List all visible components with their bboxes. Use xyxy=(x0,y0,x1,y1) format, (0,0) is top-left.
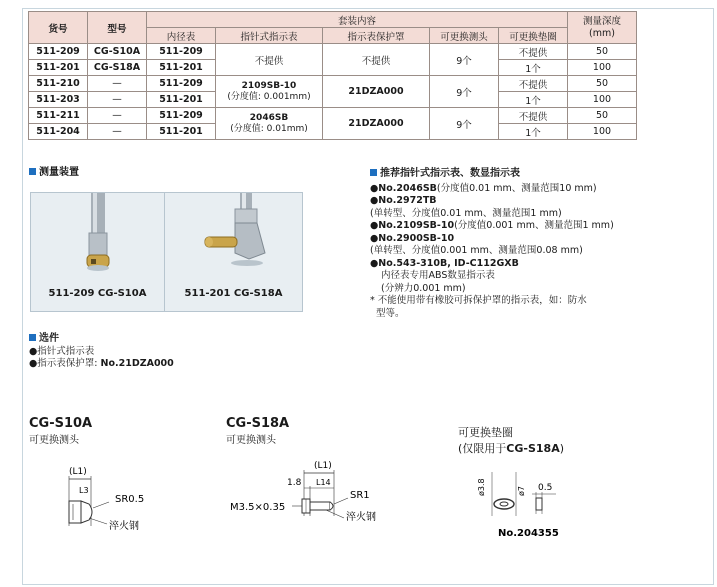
cell-model: — xyxy=(88,108,147,124)
cell-bore: 511-209 xyxy=(147,44,216,60)
drawing-cg-s18a xyxy=(226,416,426,546)
dim-1-8: 1.8 xyxy=(287,478,302,488)
cell-bore: 511-209 xyxy=(147,108,216,124)
dim-sr: SR0.5 xyxy=(115,494,145,505)
drawing-title: CG-S18A xyxy=(226,416,290,431)
photo-cg-s18a xyxy=(165,193,302,311)
table-row xyxy=(29,44,637,60)
list-item xyxy=(370,220,660,233)
dial-code: 2046SB xyxy=(249,112,289,123)
cell-washer: 不提供 xyxy=(499,44,568,60)
subtitle-code: CG-S18A xyxy=(506,442,560,455)
cell-washer: 1个 xyxy=(499,60,568,76)
note: * 不能使用带有橡胶可拆保护罩的指示表，如：防水 xyxy=(370,295,587,306)
col-washer: 可更换垫圈 xyxy=(499,28,568,44)
washer-diagram xyxy=(458,454,618,554)
recommended-indicators xyxy=(370,168,660,320)
drawing-subtitle: 可更换测头 xyxy=(29,435,79,446)
cell-item-no: 511-204 xyxy=(29,124,88,140)
drawing-subtitle: 可更换测头 xyxy=(226,435,276,446)
cell-model: CG-S18A xyxy=(88,60,147,76)
list-item-desc: 内径表专用ABS数显指示表 xyxy=(381,270,495,281)
cell-cover: 21DZA000 xyxy=(323,108,430,140)
list-item xyxy=(29,358,174,371)
cell-washer: 不提供 xyxy=(499,76,568,92)
list-item xyxy=(370,183,660,196)
section-marker-icon xyxy=(370,169,377,176)
item-desc: (分度值0.001 mm、测量范围1 mm) xyxy=(454,220,614,231)
col-probe: 可更换测头 xyxy=(430,28,499,44)
cell-dial: 不提供 xyxy=(216,44,323,76)
list-item: ●No.2900SB-10 xyxy=(370,232,455,244)
cell-cover: 不提供 xyxy=(323,44,430,76)
spec-table xyxy=(28,11,637,140)
drawing-title: 可更换垫圈 xyxy=(458,426,513,439)
dim-l1: (L1) xyxy=(69,467,87,477)
drawing-cg-s10a xyxy=(29,416,209,546)
probe-s18a-diagram xyxy=(226,446,426,546)
dim-l3: L3 xyxy=(79,486,89,495)
cell-dial xyxy=(216,76,323,108)
cell-model: — xyxy=(88,92,147,108)
cell-depth: 50 xyxy=(568,108,637,124)
cell-bore: 511-201 xyxy=(147,60,216,76)
list-item: ●No.543-310B, ID-C112GXB xyxy=(370,257,519,269)
cell-washer: 1个 xyxy=(499,124,568,140)
cell-depth: 100 xyxy=(568,92,637,108)
col-set-contents: 套装内容 xyxy=(147,12,568,28)
cell-item-no: 511-209 xyxy=(29,44,88,60)
cell-item-no: 511-210 xyxy=(29,76,88,92)
item-desc: (分度值0.01 mm、测量范围10 mm) xyxy=(436,182,597,194)
cell-washer: 1个 xyxy=(499,92,568,108)
dim-outer-dia: ø7 xyxy=(517,486,526,496)
cell-depth: 100 xyxy=(568,124,637,140)
washer-part-number: No.204355 xyxy=(498,528,559,539)
cell-model: — xyxy=(88,76,147,92)
recommend-title-text: 推荐指针式指示表、数显指示表 xyxy=(380,168,520,179)
col-dial: 指针式指示表 xyxy=(216,28,323,44)
list-item: ●No.2972TB xyxy=(370,195,437,206)
section-marker-icon xyxy=(29,334,36,341)
options-section xyxy=(29,333,174,371)
photo-caption-s10a: 511-209 CG-S10A xyxy=(48,288,147,299)
recommend-title xyxy=(370,168,660,181)
dim-thickness: 0.5 xyxy=(538,483,553,493)
drawing-washer xyxy=(458,424,618,554)
cell-model: CG-S10A xyxy=(88,44,147,60)
cell-washer: 不提供 xyxy=(499,108,568,124)
item-code: ●No.2109SB-10 xyxy=(370,220,455,231)
options-title xyxy=(29,333,174,346)
list-item-desc: (单转型、分度值0.001 mm、测量范围0.08 mm) xyxy=(370,245,583,256)
cell-item-no: 511-203 xyxy=(29,92,88,108)
options-title-text: 选件 xyxy=(39,333,59,344)
cell-cover: 21DZA000 xyxy=(323,76,430,108)
list-item: ●指针式指示表 xyxy=(29,345,95,357)
cell-bore: 511-209 xyxy=(147,76,216,92)
device-photo-panel xyxy=(30,192,303,312)
dial-resolution: (分度值: 0.01mm) xyxy=(230,123,308,134)
dim-sr: SR1 xyxy=(350,490,370,501)
cell-depth: 50 xyxy=(568,44,637,60)
cell-depth: 100 xyxy=(568,60,637,76)
col-item-no: 货号 xyxy=(29,12,88,44)
drawing-title: CG-S10A xyxy=(29,416,93,431)
material-label: 淬火钢 xyxy=(109,521,139,532)
item-code: ●No.2046SB xyxy=(370,182,437,194)
probe-s10a-diagram xyxy=(29,446,209,546)
table-row xyxy=(29,108,637,124)
cell-item-no: 511-211 xyxy=(29,108,88,124)
note: 型等。 xyxy=(370,307,405,319)
material-label: 淬火钢 xyxy=(346,512,376,523)
cell-bore: 511-201 xyxy=(147,124,216,140)
cell-probe: 9个 xyxy=(430,108,499,140)
subtitle-suffix: ) xyxy=(559,442,565,455)
dim-l1: (L1) xyxy=(314,461,332,471)
cell-dial xyxy=(216,108,323,140)
cell-item-no: 511-201 xyxy=(29,60,88,76)
dial-code: 2109SB-10 xyxy=(241,80,297,91)
subtitle-prefix: (仅限用于 xyxy=(458,442,507,455)
col-model: 型号 xyxy=(88,12,147,44)
section-marker-icon xyxy=(29,168,36,175)
cell-model: — xyxy=(88,124,147,140)
dim-inner-dia: ø3.8 xyxy=(477,478,486,496)
item-label: ●指示表保护罩: xyxy=(29,358,101,369)
cell-probe: 9个 xyxy=(430,44,499,76)
dim-l14: L14 xyxy=(316,478,331,487)
measure-device-title-text: 测量装置 xyxy=(39,167,79,178)
photo-cg-s10a xyxy=(31,193,165,311)
item-code: No.21DZA000 xyxy=(100,358,174,369)
measure-device-title xyxy=(29,163,79,178)
col-bore: 内径表 xyxy=(147,28,216,44)
list-item-desc: (单转型、分度值0.01 mm、测量范围1 mm) xyxy=(370,207,562,219)
photo-caption-s18a: 511-201 CG-S18A xyxy=(184,288,283,299)
col-cover: 指示表保护罩 xyxy=(323,28,430,44)
col-depth: 测量深度 (mm) xyxy=(568,12,637,44)
list-item-desc: (分辨力0.001 mm) xyxy=(381,282,466,294)
cell-probe: 9个 xyxy=(430,76,499,108)
dial-resolution: (分度值: 0.001mm) xyxy=(227,91,311,102)
cell-depth: 50 xyxy=(568,76,637,92)
table-row xyxy=(29,76,637,92)
cell-bore: 511-201 xyxy=(147,92,216,108)
dim-thread: M3.5×0.35 xyxy=(230,502,286,513)
